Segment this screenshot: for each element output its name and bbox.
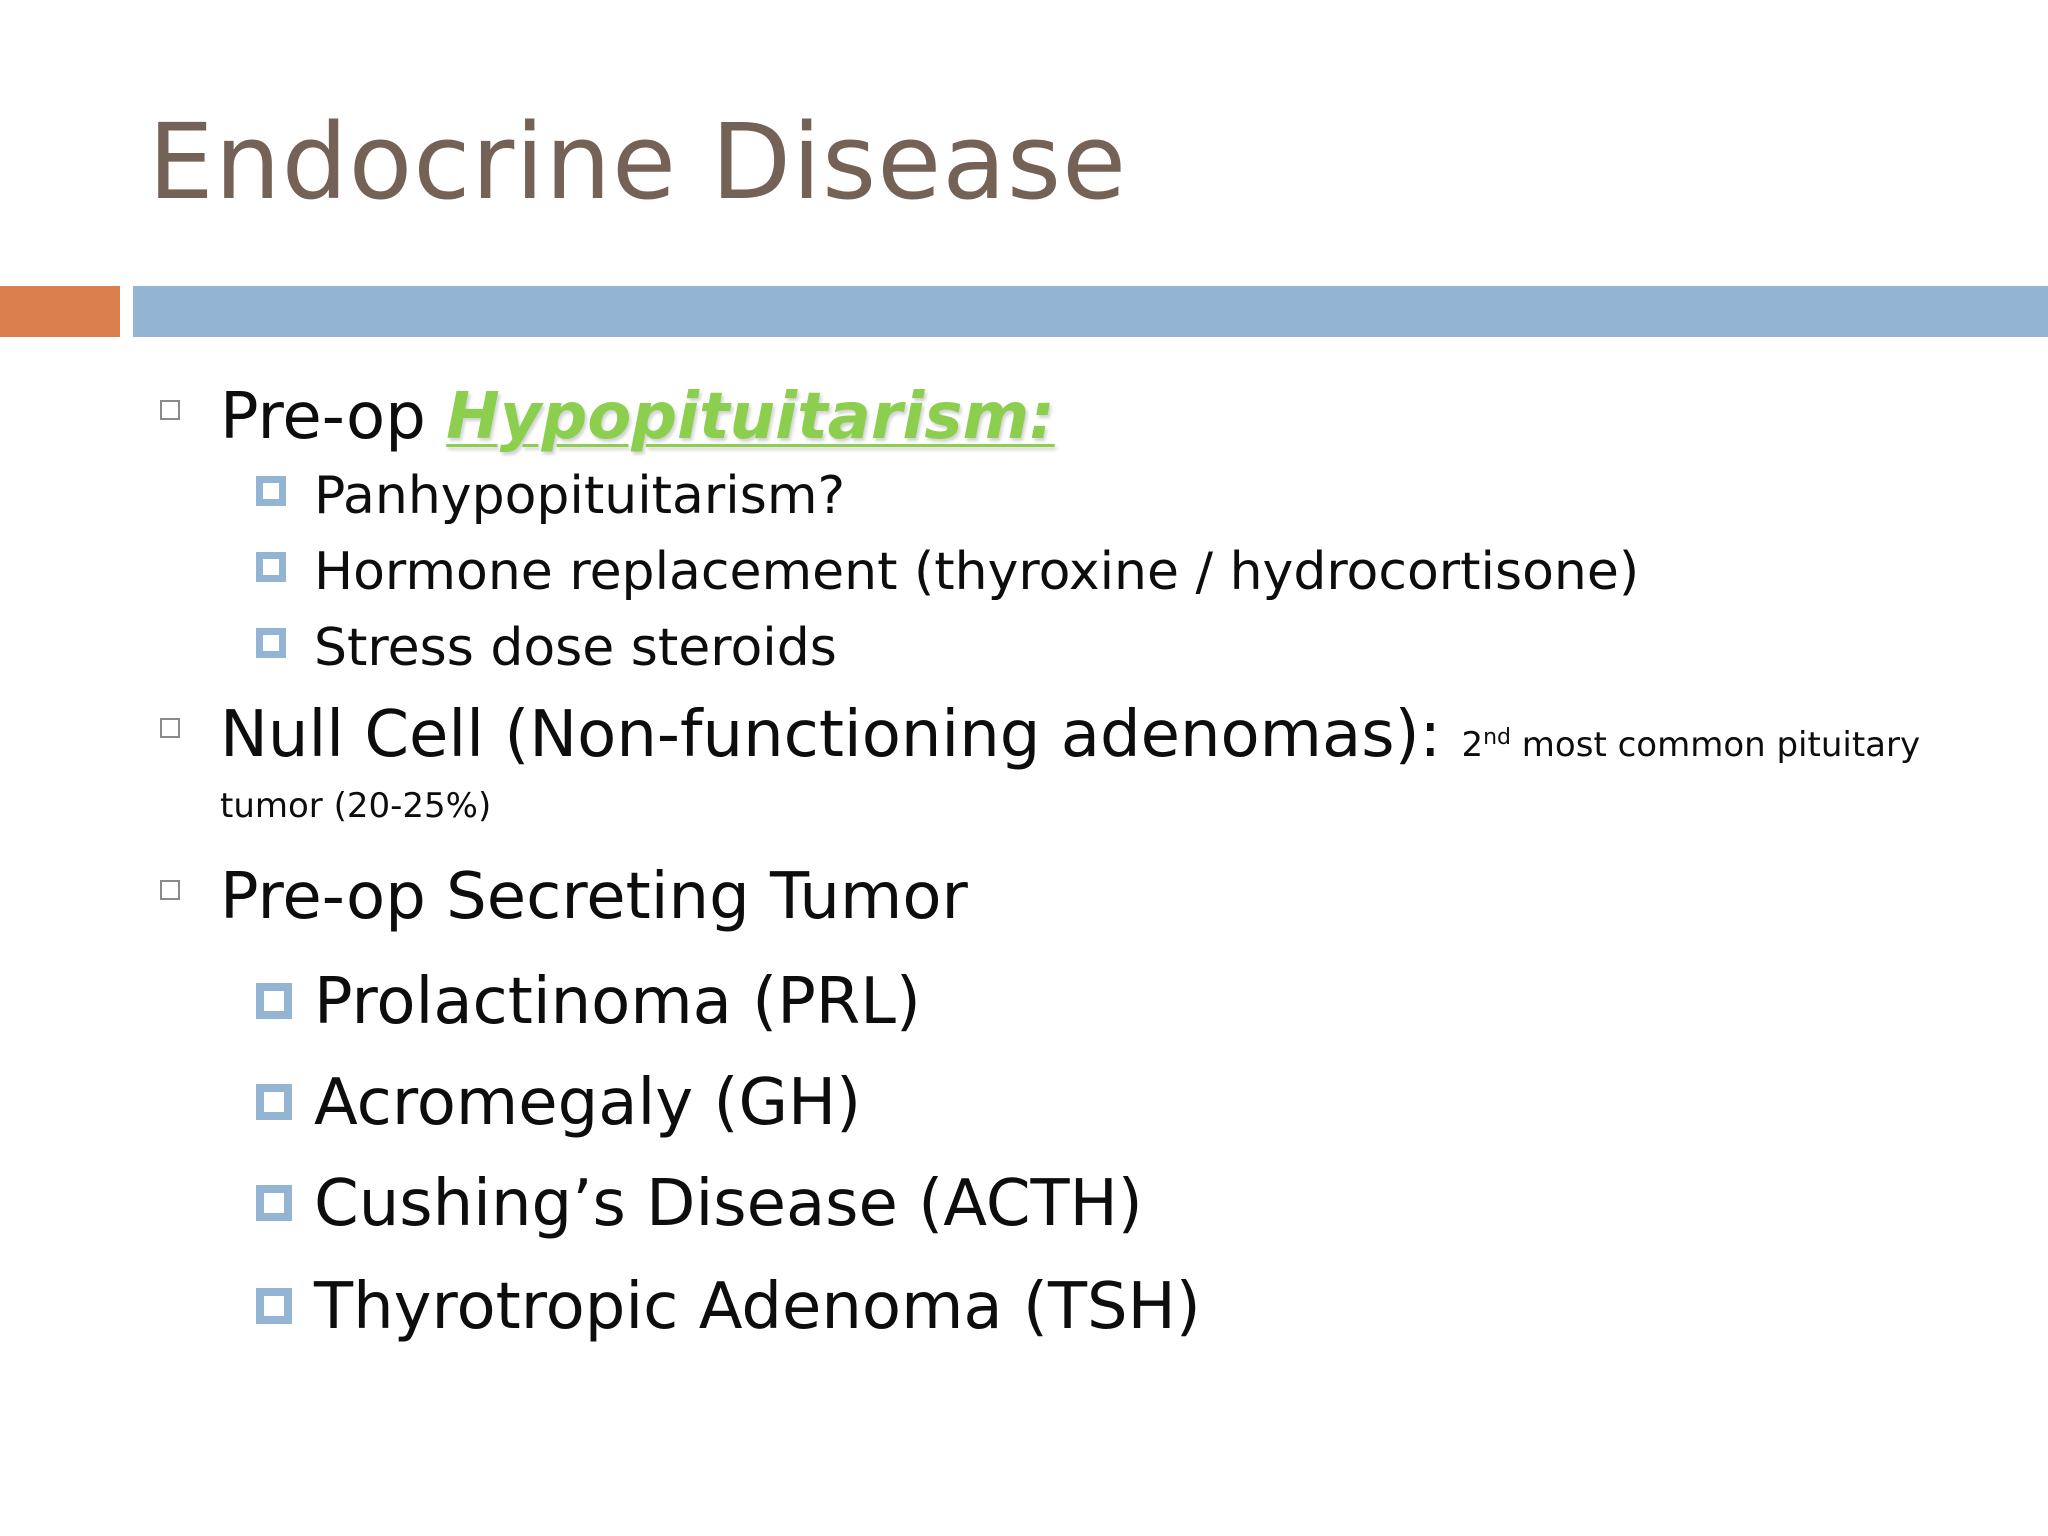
bullet-item-null-cell <box>220 698 1920 772</box>
null-cell-heading: Null Cell (Non-functioning adenomas): <box>220 698 1442 772</box>
square-bullet-icon <box>256 1084 292 1120</box>
accent-bar-blue <box>133 286 2048 337</box>
square-bullet-icon <box>256 476 286 506</box>
sub-item-hormone-replacement: Hormone replacement (thyroxine / hydrocortisone) <box>314 542 1640 602</box>
square-bullet-icon <box>256 1288 292 1324</box>
sub-item-panhypopituitarism: Panhypopituitarism? <box>314 466 846 526</box>
bullet-item-secreting-tumor: Pre-op Secreting Tumor <box>220 860 968 934</box>
sub-item-prolactinoma: Prolactinoma (PRL) <box>314 965 921 1039</box>
slide-title: Endocrine Disease <box>148 101 1128 223</box>
square-bullet-icon <box>160 880 180 900</box>
square-bullet-icon <box>256 628 286 658</box>
bullet-prefix: Pre-op <box>220 380 447 454</box>
bullet-item-hypopituitarism <box>220 380 1055 454</box>
square-bullet-icon <box>256 1185 292 1221</box>
null-cell-continuation: tumor (20-25%) <box>220 786 492 826</box>
title-area <box>0 0 2048 285</box>
sub-item-stress-dose-steroids: Stress dose steroids <box>314 618 837 678</box>
accent-bar-orange <box>0 286 120 337</box>
sub-item-cushings-disease: Cushing’s Disease (ACTH) <box>314 1167 1143 1241</box>
sub-item-acromegaly: Acromegaly (GH) <box>314 1066 862 1140</box>
square-bullet-icon <box>160 400 180 420</box>
square-bullet-icon <box>256 552 286 582</box>
hypopituitarism-highlight: Hypopituitarism: <box>446 380 1055 454</box>
sub-item-thyrotropic-adenoma: Thyrotropic Adenoma (TSH) <box>314 1270 1201 1344</box>
null-cell-note: 2nd most common pituitary <box>1461 725 1921 765</box>
square-bullet-icon <box>160 718 180 738</box>
square-bullet-icon <box>256 983 292 1019</box>
